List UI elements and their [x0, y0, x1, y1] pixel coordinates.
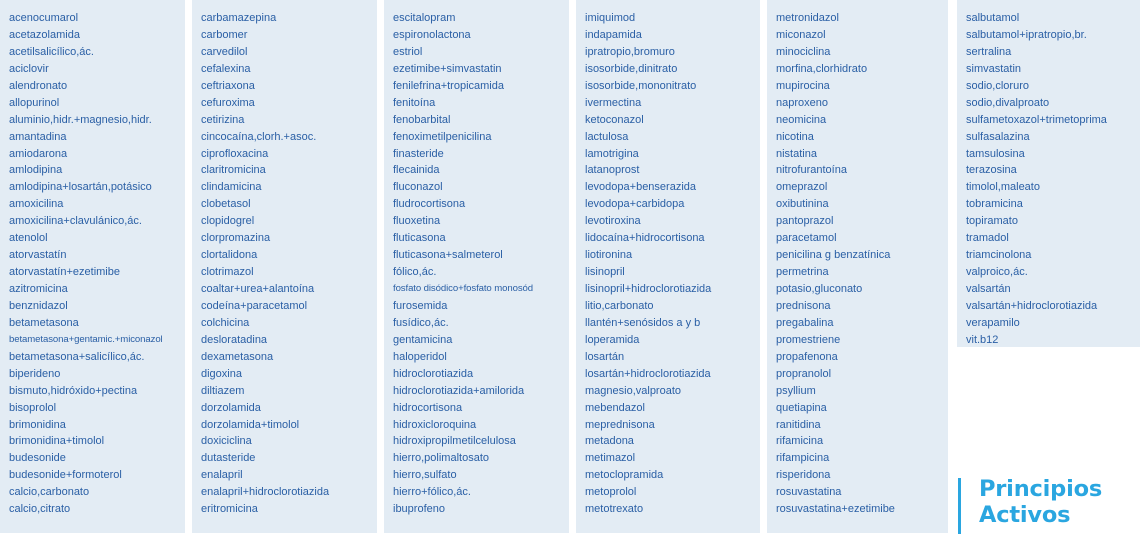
drug-item: amlodipina+losartán,potásico — [9, 181, 152, 194]
drug-item: calcio,carbonato — [9, 486, 90, 499]
drug-item: levotiroxina — [585, 215, 641, 228]
drug-item: fenilefrina+tropicamida — [393, 79, 504, 92]
drug-item: rosuvastatina+ezetimibe — [776, 503, 895, 516]
drug-item: acenocumarol — [9, 12, 79, 24]
drug-item: sodio,divalproato — [966, 96, 1050, 109]
drug-item: bismuto,hidróxido+pectina — [9, 384, 138, 397]
drug-item: carbamazepina — [201, 12, 277, 24]
drug-item: betametasona — [9, 316, 79, 329]
drug-item: nistatina — [776, 147, 817, 160]
drug-item: carvedilol — [201, 45, 248, 58]
drug-item: amiodarona — [9, 147, 68, 160]
drug-item: salbutamol+ipratropio,br. — [966, 28, 1087, 41]
drug-item: valproico,ác. — [966, 266, 1028, 279]
drug-item: pregabalina — [776, 316, 834, 329]
drug-item: tamsulosina — [966, 147, 1025, 160]
drug-item: lisinopril+hidroclorotiazida — [585, 283, 712, 295]
drug-list-2 — [201, 10, 377, 518]
drug-item: naproxeno — [776, 96, 828, 109]
drug-item: cefalexina — [201, 62, 251, 75]
drug-item: salbutamol — [966, 12, 1020, 24]
drug-item: doxiciclina — [201, 435, 252, 448]
drug-item: carbomer — [201, 28, 248, 41]
drug-item: aciclovir — [9, 62, 49, 75]
drug-item: flecainida — [393, 164, 440, 177]
drug-item: fenobarbital — [393, 113, 451, 126]
drug-item: hidrocortisona — [393, 401, 463, 414]
column-6 — [957, 0, 1140, 347]
column-2 — [192, 0, 377, 533]
drug-item: betametasona+salicílico,ác. — [9, 350, 145, 363]
drug-item: morfina,clorhidrato — [776, 62, 868, 75]
drug-item: cefuroxima — [201, 96, 255, 109]
column-1 — [0, 0, 185, 533]
drug-item: atorvastatín+ezetimibe — [9, 266, 120, 279]
drug-item: fenoximetilpenicilina — [393, 130, 492, 143]
drug-item: latanoprost — [585, 164, 640, 177]
drug-item: ciprofloxacina — [201, 147, 269, 160]
drug-item: levodopa+carbidopa — [585, 198, 685, 211]
drug-item: haloperidol — [393, 350, 447, 363]
drug-list-5 — [776, 10, 948, 518]
drug-item: isosorbide,mononitrato — [585, 79, 697, 92]
drug-item: enalapril — [201, 469, 243, 482]
drug-item: topiramato — [966, 215, 1018, 228]
drug-item: amantadina — [9, 130, 67, 143]
drug-item: metadona — [585, 435, 634, 448]
drug-item: amoxicilina+clavulánico,ác. — [9, 215, 142, 228]
drug-item: indapamida — [585, 28, 642, 41]
drug-item: ipratropio,bromuro — [585, 45, 675, 58]
drug-item: alendronato — [9, 79, 68, 92]
drug-item: escitalopram — [393, 12, 456, 24]
drug-item: propranolol — [776, 367, 832, 380]
drug-list-3 — [393, 10, 569, 518]
drug-item: clindamicina — [201, 181, 262, 194]
drug-item: ibuprofeno — [393, 503, 445, 516]
drug-item: claritromicina — [201, 164, 266, 177]
drug-item: metronidazol — [776, 12, 839, 24]
drug-item: llantén+senósidos a y b — [585, 316, 701, 329]
drug-item: hidroclorotiazida+amilorida — [393, 384, 525, 397]
drug-item: sodio,cloruro — [966, 79, 1029, 92]
drug-item: furosemida — [393, 299, 448, 312]
drug-item: simvastatin — [966, 62, 1022, 75]
drug-item: penicilina g benzatínica — [776, 249, 891, 262]
drug-item: ketoconazol — [585, 113, 644, 126]
title-accent-bar — [958, 478, 961, 534]
drug-item: metoclopramida — [585, 469, 664, 482]
title-text — [979, 476, 1102, 528]
drug-item: miconazol — [776, 28, 826, 41]
drug-item: liotironina — [585, 249, 633, 262]
drug-list-4 — [585, 10, 760, 518]
drug-item: brimonidina+timolol — [9, 435, 105, 448]
drug-item: levodopa+benserazida — [585, 181, 697, 194]
drug-item: benznidazol — [9, 299, 68, 312]
drug-item: diltiazem — [201, 384, 245, 397]
drug-item: aluminio,hidr.+magnesio,hidr. — [9, 113, 152, 126]
drug-item: ivermectina — [585, 96, 642, 109]
drug-item: lisinopril — [585, 266, 625, 279]
drug-item: vit.b12 — [966, 333, 999, 346]
drug-item: coaltar+urea+alantoína — [201, 283, 315, 295]
drug-item: cincocaína,clorh.+asoc. — [201, 130, 317, 143]
drug-item: litio,carbonato — [585, 299, 654, 312]
drug-item: betametasona+gentamic.+miconazol — [9, 333, 163, 345]
drug-item: lamotrigina — [585, 147, 639, 160]
drug-item: colchicina — [201, 316, 250, 329]
drug-item: dorzolamida+timolol — [201, 418, 300, 431]
drug-list-6 — [966, 10, 1140, 349]
drug-item: quetiapina — [776, 401, 827, 414]
drug-item: espironolactona — [393, 28, 471, 41]
drug-item: hidroxipropilmetilcelulosa — [393, 435, 516, 448]
drug-item: meprednisona — [585, 418, 655, 431]
drug-item: codeína+paracetamol — [201, 299, 308, 312]
drug-item: fusídico,ác. — [393, 316, 449, 329]
drug-item: risperidona — [776, 469, 831, 482]
drug-item: hidroxicloroquina — [393, 418, 477, 431]
drug-item: eritromicina — [201, 503, 258, 516]
drug-item: mebendazol — [585, 401, 645, 414]
drug-item: amoxicilina — [9, 198, 64, 211]
drug-item: hierro,sulfato — [393, 469, 457, 482]
drug-item: pantoprazol — [776, 215, 834, 228]
column-3 — [384, 0, 569, 533]
column-5 — [767, 0, 948, 533]
drug-item: clobetasol — [201, 198, 251, 211]
drug-item: ranitidina — [776, 418, 821, 431]
drug-item: sulfametoxazol+trimetoprima — [966, 113, 1107, 126]
drug-item: metotrexato — [585, 503, 644, 516]
drug-item: minociclina — [776, 45, 831, 58]
drug-item: finasteride — [393, 147, 444, 160]
drug-item: enalapril+hidroclorotiazida — [201, 486, 330, 499]
drug-item: hierro,polimaltosato — [393, 452, 489, 465]
drug-item: fluticasona — [393, 232, 446, 245]
drug-item: timolol,maleato — [966, 181, 1040, 194]
drug-item: sertralina — [966, 45, 1012, 58]
column-4 — [576, 0, 760, 533]
drug-item: psyllium — [776, 384, 816, 397]
drug-item: nicotina — [776, 130, 814, 143]
drug-item: hierro+fólico,ác. — [393, 486, 471, 499]
drug-item: atenolol — [9, 232, 48, 245]
drug-list-1 — [9, 10, 185, 518]
drug-item: valsartán+hidroclorotiazida — [966, 299, 1098, 312]
drug-item: digoxina — [201, 367, 242, 380]
drug-item: imiquimod — [585, 12, 636, 24]
drug-item: verapamilo — [966, 316, 1020, 329]
drug-item: metoprolol — [585, 486, 637, 499]
drug-item: sulfasalazina — [966, 130, 1030, 143]
drug-item: magnesio,valproato — [585, 384, 682, 397]
section-title — [958, 476, 1102, 534]
drug-item: gentamicina — [393, 333, 453, 346]
drug-item: paracetamol — [776, 232, 837, 245]
drug-item: losartán+hidroclorotiazida — [585, 367, 711, 380]
drug-item: budesonide — [9, 452, 66, 465]
drug-item: azitromicina — [9, 283, 68, 295]
drug-item: lidocaína+hidrocortisona — [585, 232, 705, 245]
drug-item: permetrina — [776, 266, 829, 279]
drug-item: bisoprolol — [9, 401, 57, 414]
drug-item: propafenona — [776, 350, 838, 363]
drug-item: rifamicina — [776, 435, 824, 448]
drug-item: prednisona — [776, 299, 831, 312]
drug-item: hidroclorotiazida — [393, 367, 474, 380]
title-line-2: Activos — [979, 502, 1071, 528]
drug-item: allopurinol — [9, 96, 60, 109]
drug-item: cetirizina — [201, 113, 245, 126]
drug-item: rifampicina — [776, 452, 830, 465]
drug-item: potasio,gluconato — [776, 283, 863, 295]
drug-item: omeprazol — [776, 181, 828, 194]
drug-item: isosorbide,dinitrato — [585, 62, 678, 75]
drug-item: biperideno — [9, 367, 61, 380]
drug-item: fluoxetina — [393, 215, 441, 228]
drug-item: dutasteride — [201, 452, 256, 465]
drug-item: loperamida — [585, 333, 640, 346]
drug-item: neomicina — [776, 113, 827, 126]
drug-item: ceftriaxona — [201, 79, 255, 92]
drug-item: amlodipina — [9, 164, 63, 177]
drug-item: desloratadina — [201, 333, 268, 346]
drug-item: promestriene — [776, 333, 841, 346]
drug-item: dorzolamida — [201, 401, 261, 414]
drug-item: budesonide+formoterol — [9, 469, 122, 482]
drug-item: clortalidona — [201, 249, 258, 262]
drug-item: terazosina — [966, 164, 1017, 177]
drug-item: fluconazol — [393, 181, 443, 194]
drug-item: metimazol — [585, 452, 636, 465]
drug-item: ezetimibe+simvastatin — [393, 62, 502, 75]
drug-item: fludrocortisona — [393, 198, 466, 211]
drug-item: estriol — [393, 45, 423, 58]
drug-item: brimonidina — [9, 418, 66, 431]
drug-item: calcio,citrato — [9, 503, 71, 516]
drug-item: clorpromazina — [201, 232, 271, 245]
drug-item: mupirocina — [776, 79, 830, 92]
drug-item: clopidogrel — [201, 215, 255, 228]
drug-item: oxibutinina — [776, 198, 829, 211]
drug-item: valsartán — [966, 283, 1011, 295]
drug-item: atorvastatín — [9, 249, 67, 262]
drug-item: fluticasona+salmeterol — [393, 249, 503, 262]
drug-item: lactulosa — [585, 130, 629, 143]
drug-item: acetilsalicílico,ác. — [9, 45, 94, 58]
drug-item: triamcinolona — [966, 249, 1032, 262]
drug-item: fólico,ác. — [393, 266, 437, 279]
title-line-1: Principios — [979, 476, 1103, 502]
drug-item: dexametasona — [201, 350, 274, 363]
drug-item: fenitoína — [393, 96, 436, 109]
drug-item: rosuvastatina — [776, 486, 842, 499]
drug-item: tramadol — [966, 232, 1009, 245]
drug-item: tobramicina — [966, 198, 1023, 211]
drug-item: fosfato disódico+fosfato monosód — [393, 283, 533, 294]
drug-item: clotrimazol — [201, 266, 254, 279]
drug-item: nitrofurantoína — [776, 164, 847, 177]
drug-item: losartán — [585, 350, 625, 363]
drug-item: acetazolamida — [9, 28, 80, 41]
